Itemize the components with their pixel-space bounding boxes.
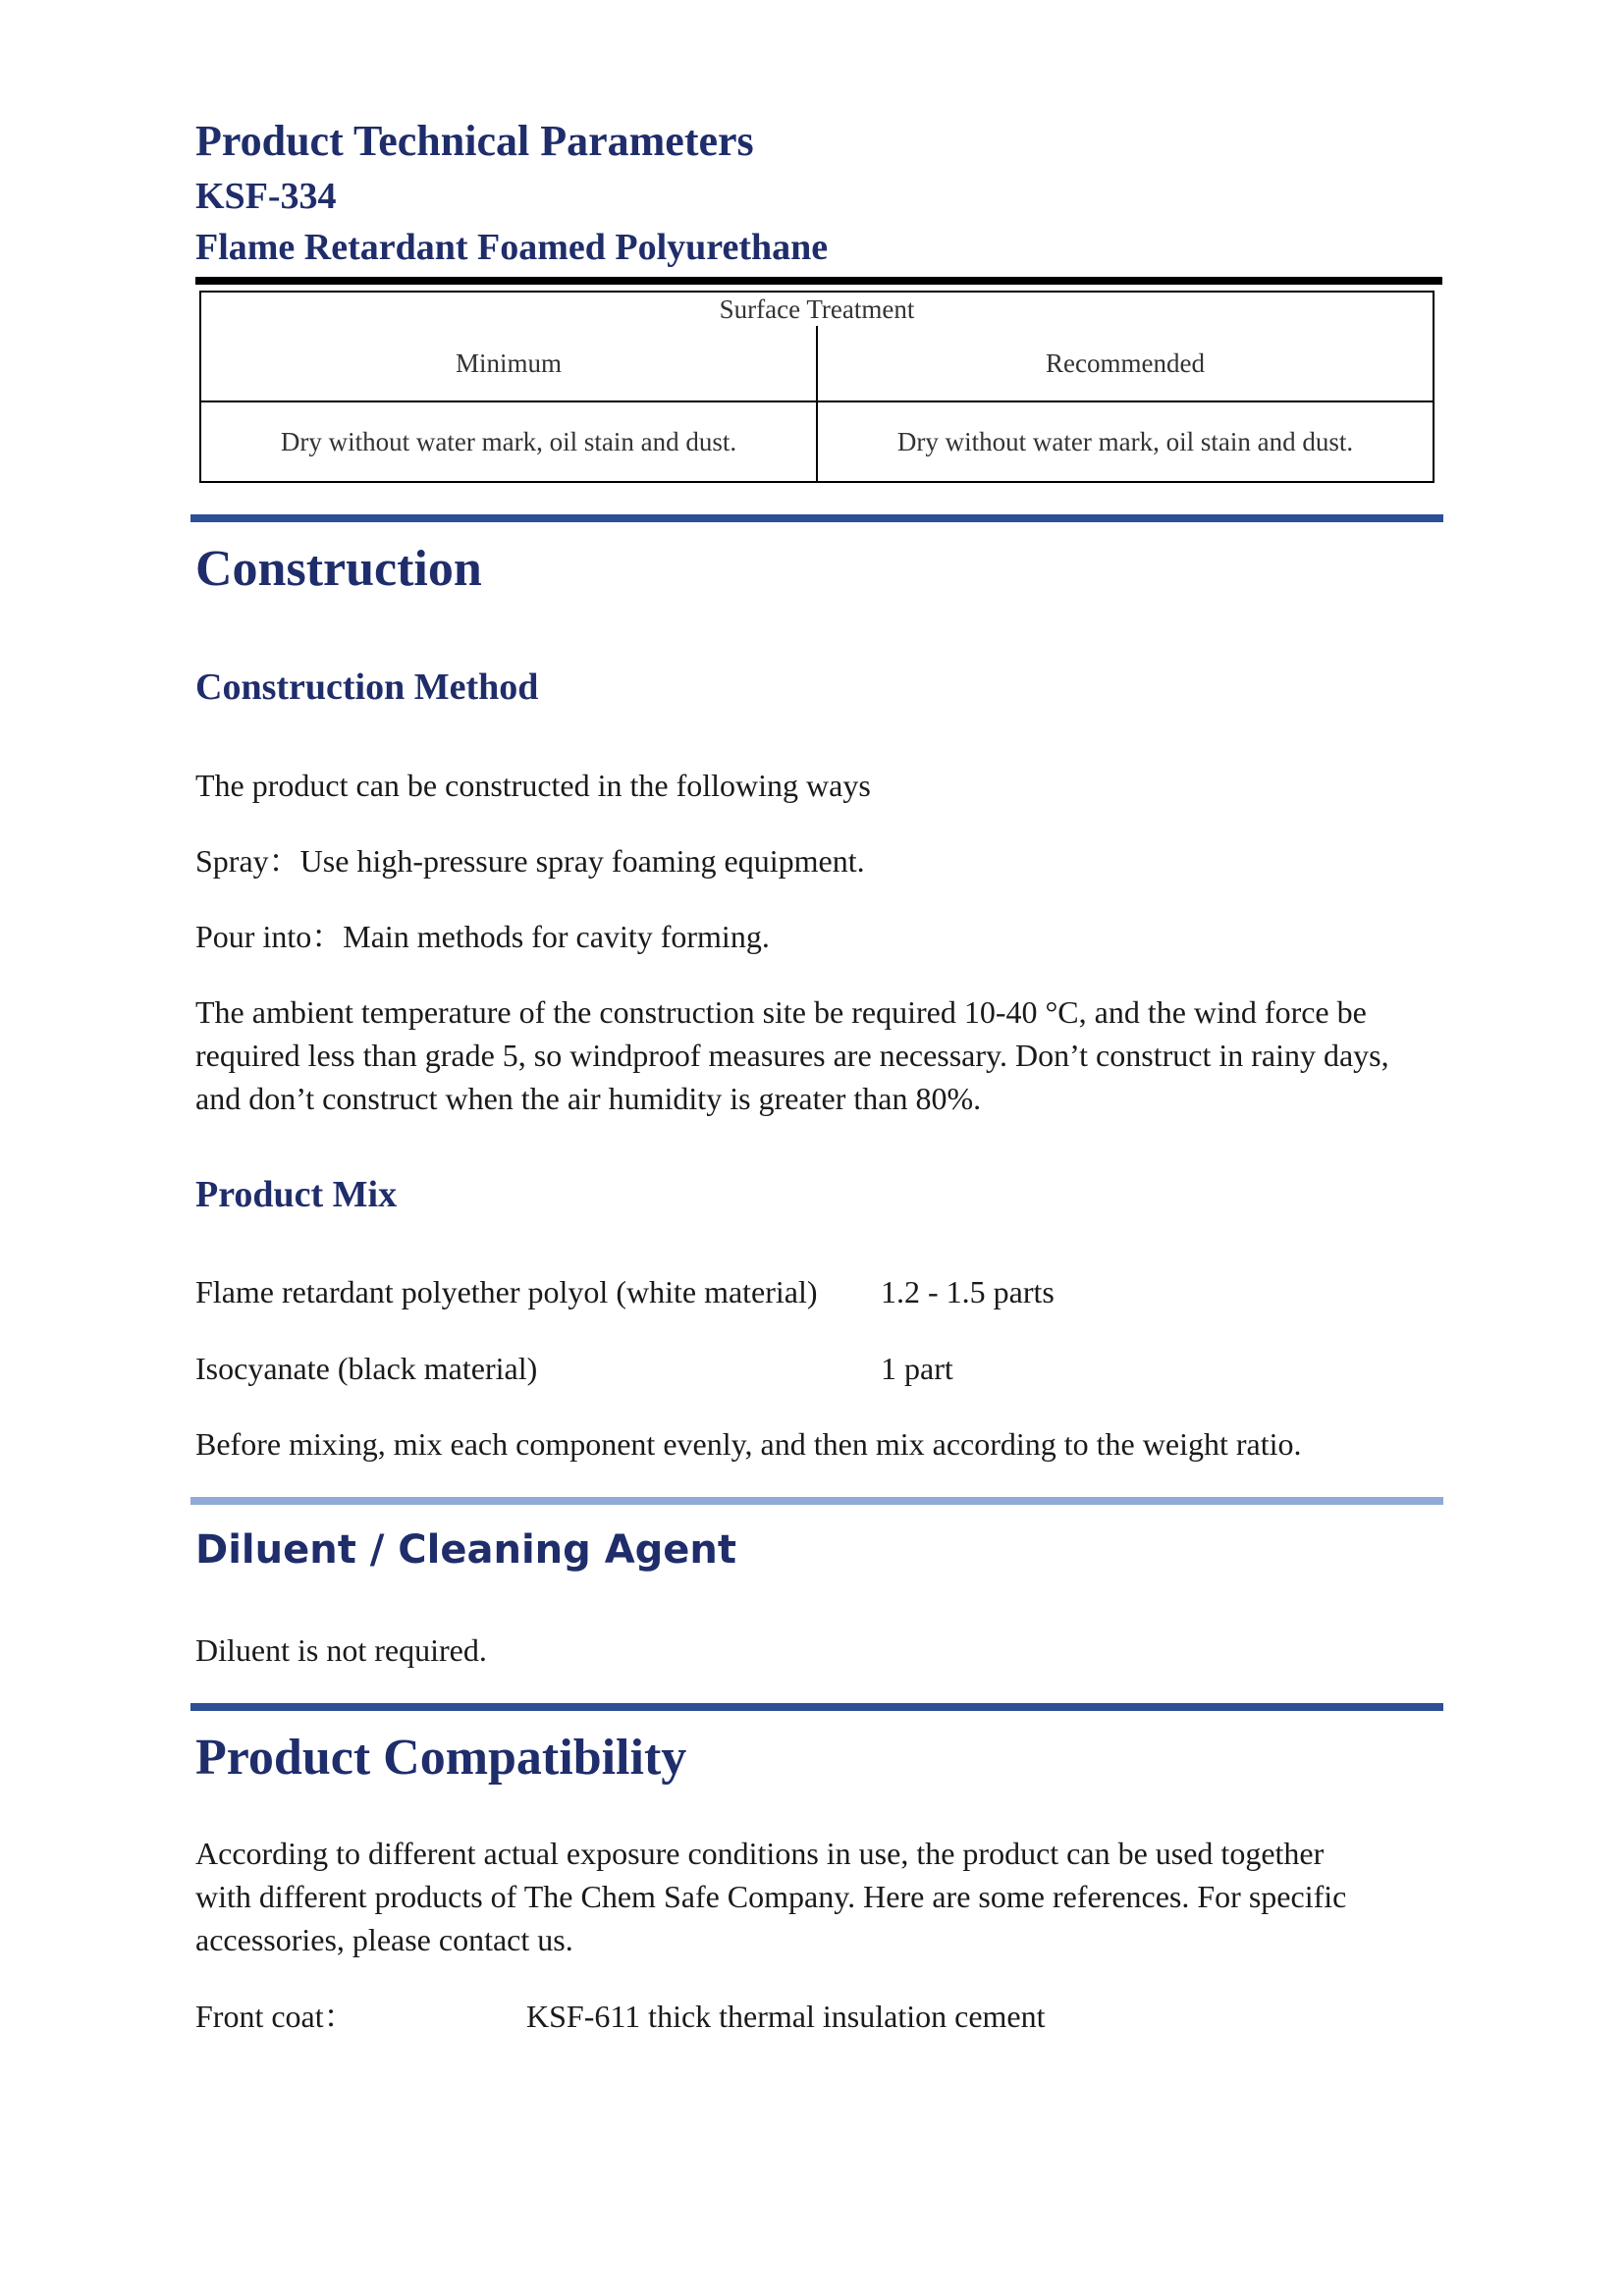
surface-treatment-table [199, 291, 1435, 483]
front-coat-label: Front coat： [195, 1999, 355, 2034]
construction-heading: Construction [195, 541, 482, 597]
product-mix-heading: Product Mix [195, 1174, 398, 1215]
mix-item-amount: 1 part [881, 1351, 953, 1386]
product-name: Flame Retardant Foamed Polyurethane [195, 227, 829, 268]
pour-line: Pour into：Main methods for cavity forming. [195, 919, 770, 954]
compatibility-line-3: accessories, please contact us. [195, 1922, 573, 1957]
mix-note: Before mixing, mix each component evenly, and then mix according to the weight ratio. [195, 1426, 1302, 1462]
mix-item-name: Flame retardant polyether polyol (white material) [195, 1274, 818, 1309]
compatibility-heading: Product Compatibility [195, 1730, 687, 1786]
section-rule [190, 1497, 1443, 1505]
construction-method-heading: Construction Method [195, 667, 539, 708]
header-rule [195, 277, 1442, 285]
surface-treatment-heading: Surface Treatment [200, 292, 1434, 326]
ambient-line-3: and don’t construct when the air humidity is greater than 80%. [195, 1081, 982, 1116]
product-code: KSF-334 [195, 176, 337, 217]
mix-item-amount: 1.2 - 1.5 parts [881, 1274, 1055, 1309]
ambient-line-2: required less than grade 5, so windproof measures are necessary. Don’t construct in rainy days, [195, 1038, 1389, 1073]
section-rule [190, 514, 1443, 522]
construction-intro: The product can be constructed in the following ways [195, 768, 871, 803]
recommended-header: Recommended [817, 326, 1434, 401]
spray-line: Spray：Use high-pressure spray foaming equipment. [195, 843, 865, 879]
mix-item-name: Isocyanate (black material) [195, 1351, 538, 1386]
ambient-line-1: The ambient temperature of the construction site be required 10-40 °C, and the wind force be [195, 994, 1367, 1030]
minimum-value: Dry without water mark, oil stain and dust. [200, 401, 817, 482]
diluent-text: Diluent is not required. [195, 1632, 487, 1668]
minimum-header: Minimum [200, 326, 817, 401]
page-title: Product Technical Parameters [195, 117, 754, 165]
compatibility-line-1: According to different actual exposure conditions in use, the product can be used together [195, 1836, 1325, 1871]
diluent-heading: Diluent / Cleaning Agent [195, 1527, 737, 1573]
recommended-value: Dry without water mark, oil stain and dust. [817, 401, 1434, 482]
section-rule [190, 1703, 1443, 1711]
front-coat-value: KSF-611 thick thermal insulation cement [526, 1999, 1046, 2034]
compatibility-line-2: with different products of The Chem Safe Company. Here are some references. For specific [195, 1879, 1347, 1914]
